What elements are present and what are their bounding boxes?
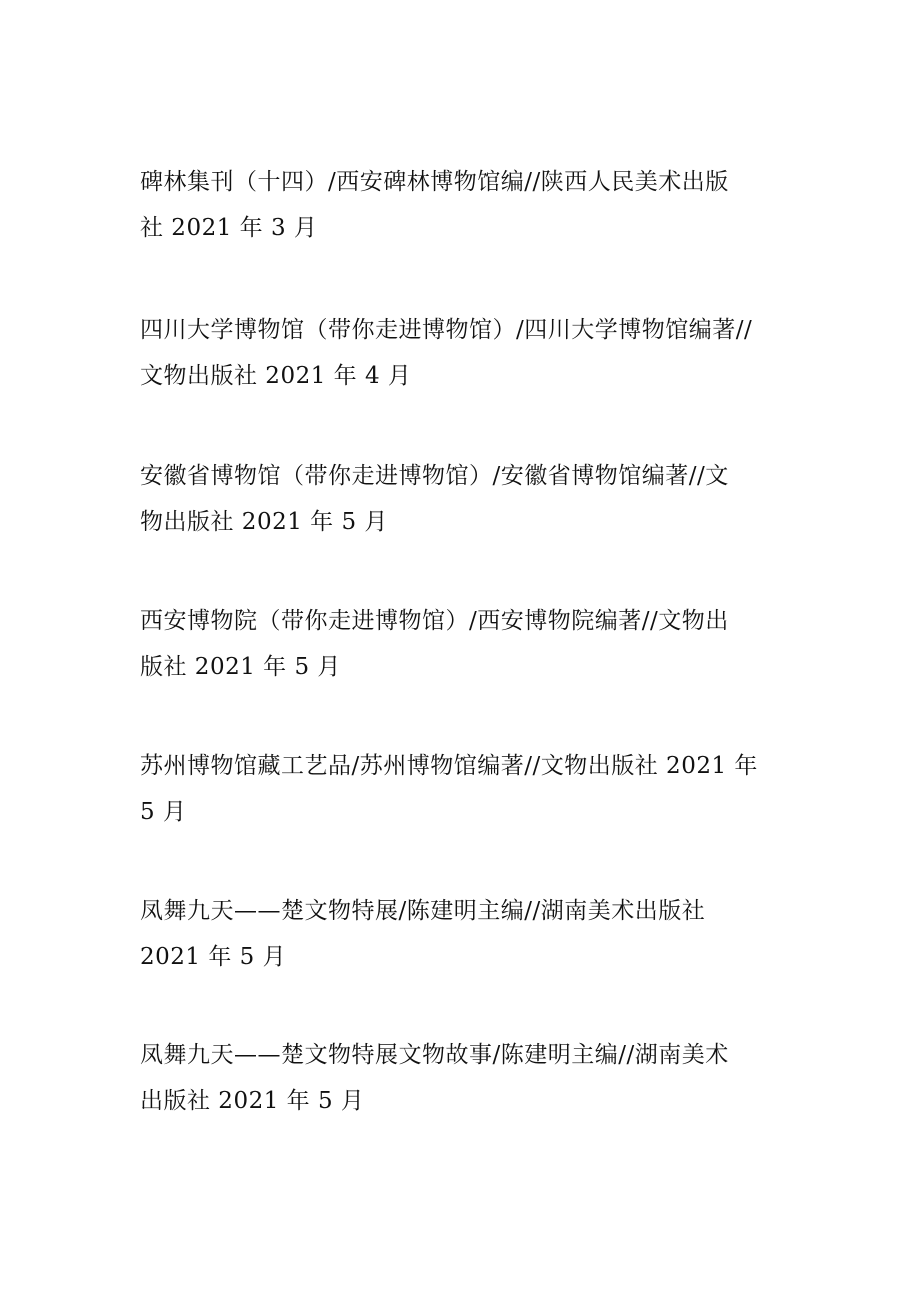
entry-line: 安徽省博物馆（带你走进博物馆）/安徽省博物馆编著//文 — [140, 463, 729, 489]
bibliography-entry — [140, 888, 785, 980]
entry-line: 版社 2021 年 5 月 — [140, 654, 341, 680]
entry-line: 物出版社 2021 年 5 月 — [140, 509, 388, 535]
entry-line: 社 2021 年 3 月 — [140, 215, 318, 241]
entry-line: 西安博物院（带你走进博物馆）/西安博物院编著//文物出 — [140, 608, 729, 634]
entry-line: 凤舞九天——楚文物特展/陈建明主编//湖南美术出版社 — [140, 898, 706, 924]
entry-line: 文物出版社 2021 年 4 月 — [140, 363, 412, 389]
bibliography-entry — [140, 598, 785, 690]
bibliography-entry — [140, 159, 785, 251]
entry-line: 四川大学博物馆（带你走进博物馆）/四川大学博物馆编著// — [140, 317, 753, 343]
entry-line: 5 月 — [140, 799, 187, 825]
bibliography-entry — [140, 743, 785, 835]
bibliography-entry — [140, 453, 785, 545]
entry-line: 出版社 2021 年 5 月 — [140, 1088, 365, 1114]
entry-line: 苏州博物馆藏工艺品/苏州博物馆编著//文物出版社 2021 年 — [140, 753, 758, 779]
entry-line: 凤舞九天——楚文物特展文物故事/陈建明主编//湖南美术 — [140, 1042, 729, 1068]
entry-line: 碑林集刊（十四）/西安碑林博物馆编//陕西人民美术出版 — [140, 169, 729, 195]
bibliography-entry — [140, 307, 785, 399]
entry-line: 2021 年 5 月 — [140, 944, 287, 970]
bibliography-entry — [140, 1032, 785, 1124]
